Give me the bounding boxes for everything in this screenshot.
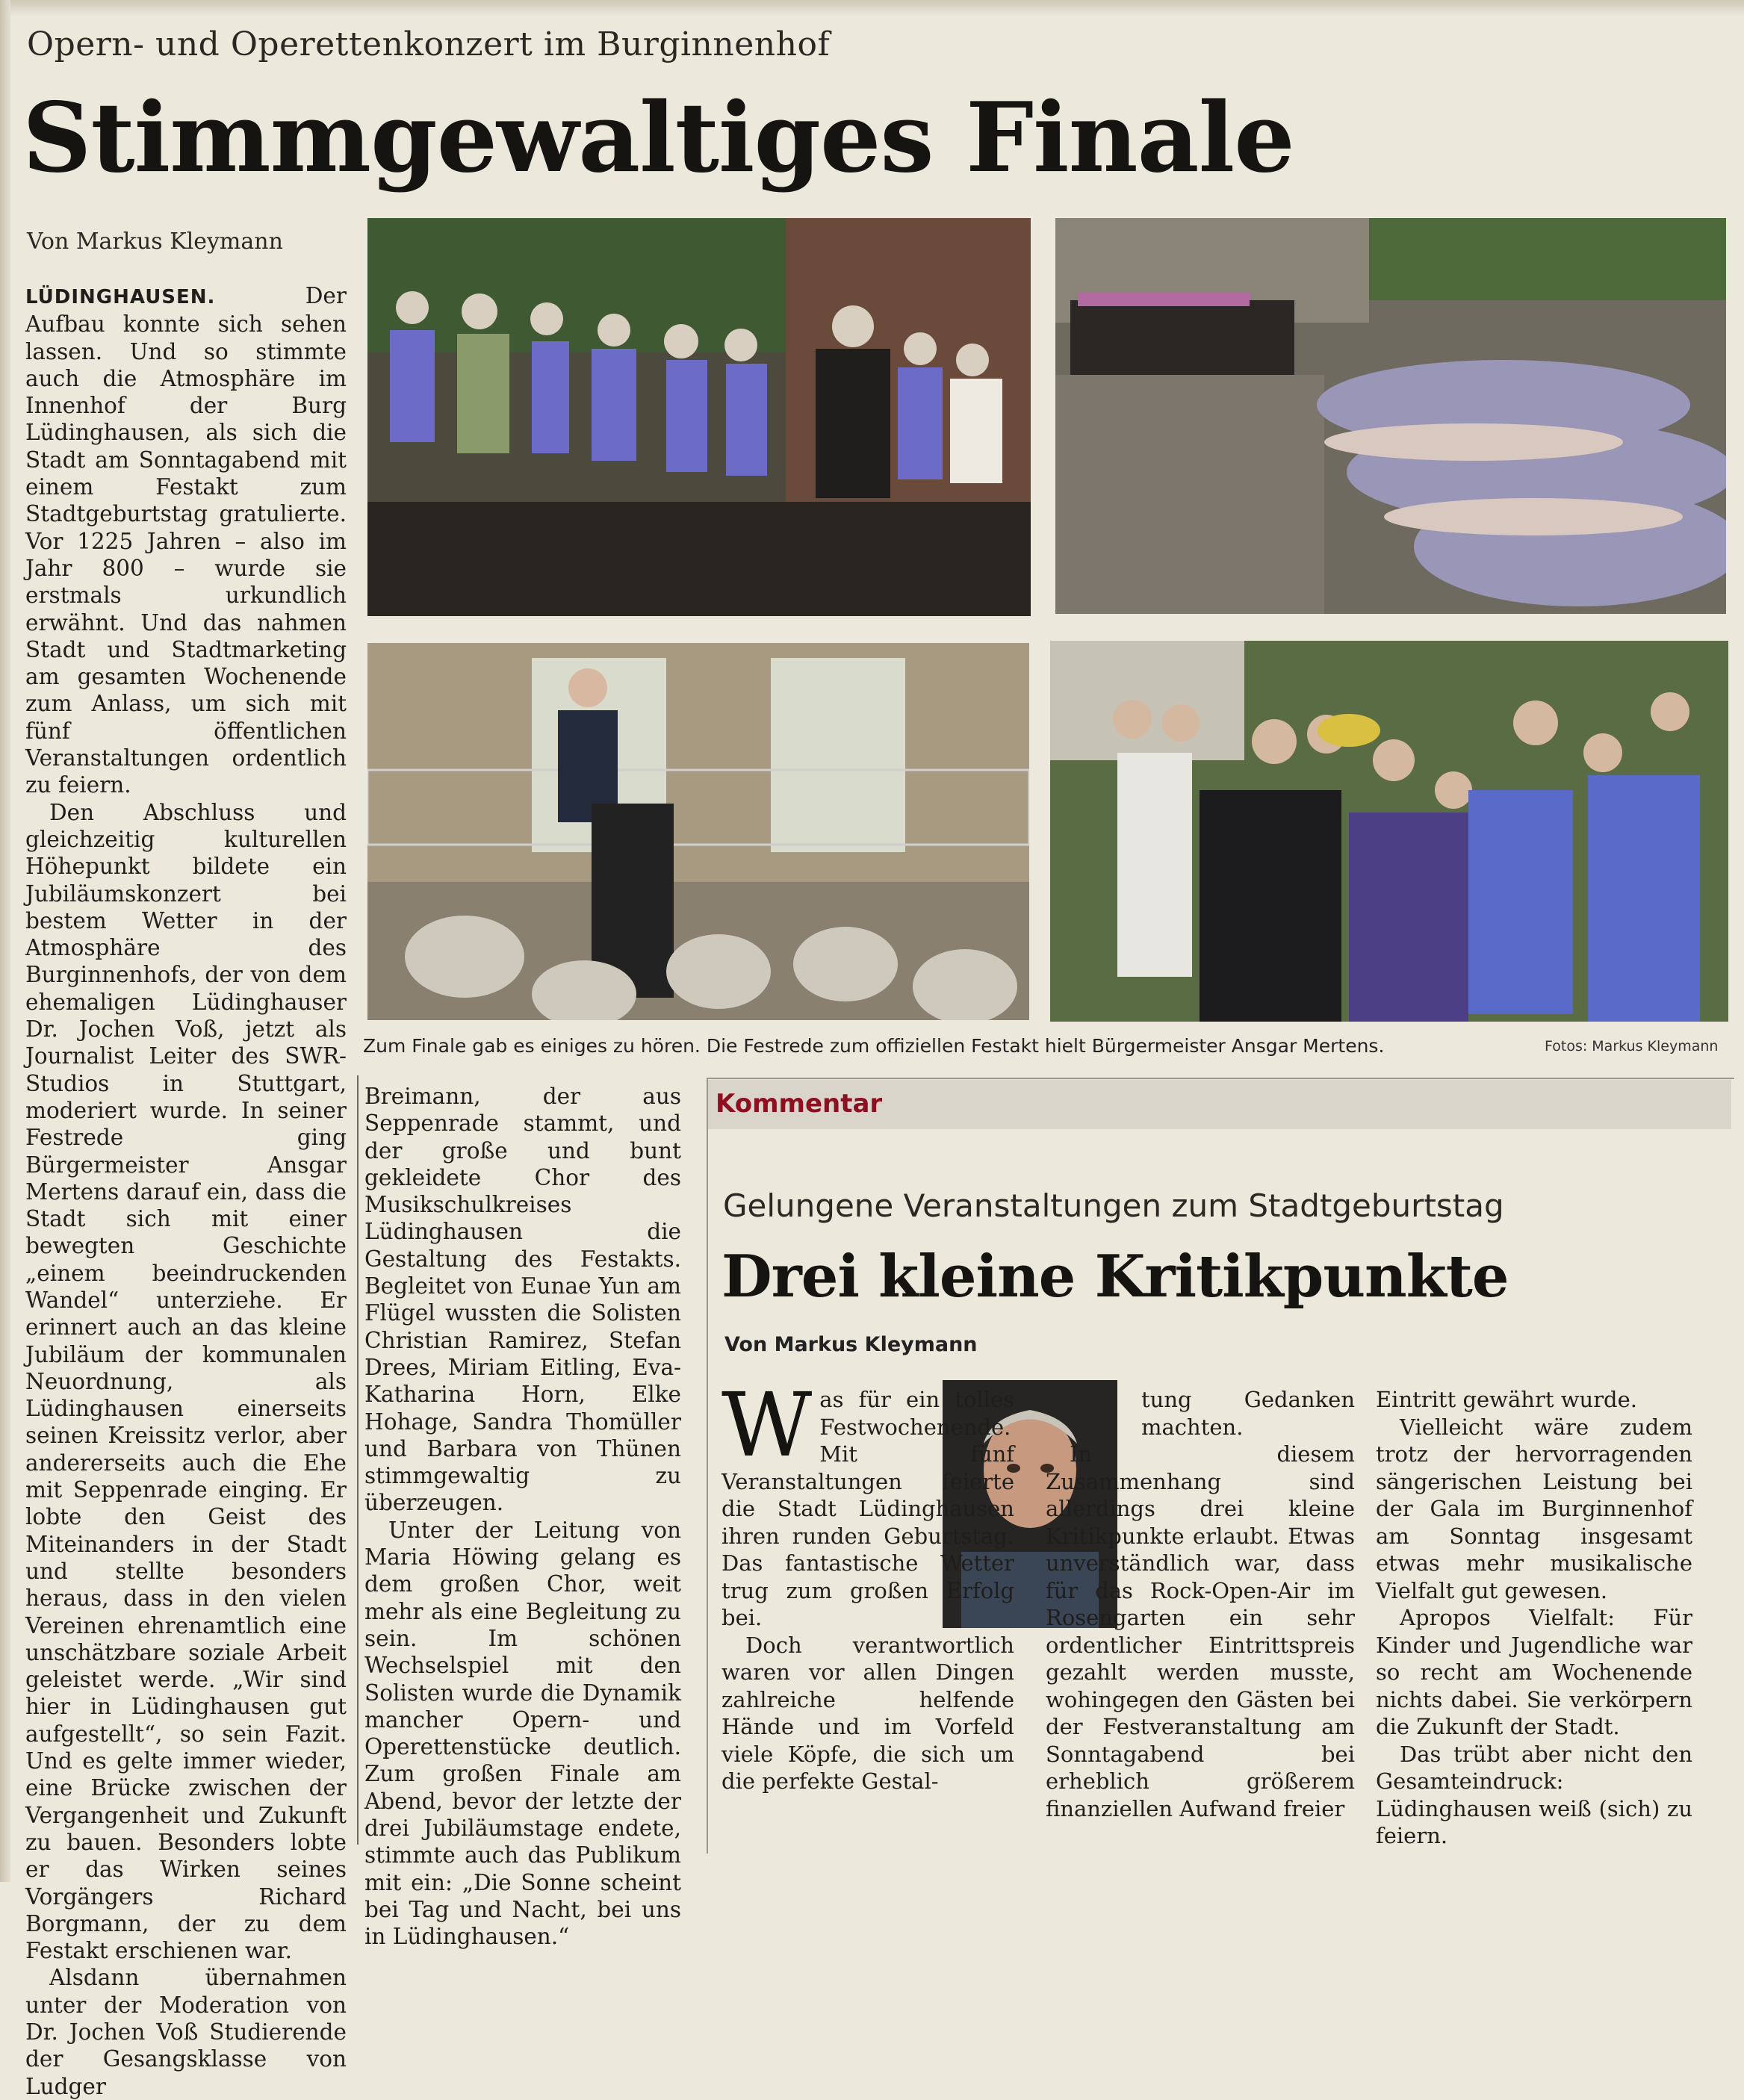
paragraph: Unter der Leitung von Maria Höwing gelang es dem großen Chor, weit mehr als eine Begleitung zu sein. Im schönen Wechselspiel mit den Solisten wurde die Dynamik mancher Opern- und Operettenstücke deutlich. Zum großen Finale am Abend, bevor der letzte der drei Jubiläumstage endete, stimmte auch das Publikum mit ein: „Die Sonne scheint bei Tag und Nacht, bei uns in Lüdinghausen.“ <box>364 1517 681 1950</box>
paragraph <box>722 1373 1014 1632</box>
paragraph: Den Abschluss und gleichzeitig kulturellen Höhepunkt bildete ein Jubiläumskonzert bei bestem Wetter in der Atmosphäre des Burginnenhofs, der von dem ehemaligen Lüdinghauser Dr. Jochen Voß, jetzt als Journalist Leiter des SWR-Studios in Stuttgart, moderiert wurde. In seiner Festrede ging Bürgermeister Ansgar Mertens darauf ein, dass die Stadt sich mit einer bewegten Geschichte „einem beeindruckenden Wandel“ unterziehe. Er erinnert auch an das kleine Jubiläum der kommunalen Neuordnung, als Lüdinghausen einerseits seinen Kreissitz verlor, aber andererseits auch die Ehe mit Seppenrade einging. Er lobte den Geist des Miteinanders in der Stadt und stellte besonders heraus, dass in den vielen Vereinen ehrenamtlich eine unschätzbare soziale Arbeit geleistet werde. „Wir sind hier in Lüdinghausen gut aufgestellt“, so sein Fazit. Und es gelte immer wieder, eine Brücke zwischen der Vergangenheit und Zukunft zu bauen. Besonders lobte er das Wirken seines Vorgängers Richard Borgmann, der zu dem Festakt erschienen war. <box>25 799 347 1964</box>
paragraph: Apropos Vielfalt: Für Kinder und Jugendliche war so recht am Wochenende nichts dabei. Sie verkörpern die Zukunft der Stadt. <box>1376 1605 1692 1739</box>
paragraph: Vielleicht wäre zudem trotz der hervorragenden sängerischen Leistung bei der Gala im Burginnenhof am Sonntag insgesamt etwas mehr musikalische Vielfalt gut gewesen. <box>1376 1414 1692 1603</box>
page-left-edge <box>0 0 10 1882</box>
kommentar-byline: Von Markus Kleymann <box>724 1333 978 1356</box>
kommentar-kicker: Gelungene Veranstaltungen zum Stadtgeburtstag <box>723 1187 1504 1224</box>
paragraph: In diesem Zusammenhang sind allerdings drei kleine Kritikpunkte erlaubt. Etwas unverständlich war, dass für das Rock-Open-Air im Rosengarten ein sehr ordentlicher Eintrittspreis gezahlt werden musste, wohingegen den Gästen bei der Festveranstaltung am Sonntagabend bei erheblich größerem finanziellen Aufwand freier <box>1046 1441 1355 1821</box>
article-headline: Stimmgewaltiges Finale <box>22 82 1294 194</box>
paragraph-text: Der Aufbau konnte sich sehen lassen. Und so stimmte auch die Atmosphäre im Innenhof der Burg Lüdinghausen, als sich die Stadt am Sonntagabend mit einem Festakt zum Stadtgeburtstag gratulierte. Vor 1225 Jahren – also im Jahr 800 – wurde sie erstmals urkundlich erwähnt. Und das nahmen Stadt und Stadtmarketing am gesamten Wochenende zum Anlass, um sich mit fünf öffentlichen Veranstaltungen ordentlich zu feiern. <box>25 283 347 798</box>
paragraph-text: as für ein tolles Festwochenende. Mit fünf Veranstaltungen feierte die Stadt Lüdinghausen ihren runden Geburtstag. Das fantastische Wetter trug zum großen Erfolg bei. <box>722 1387 1014 1630</box>
kommentar-column-2 <box>1046 1386 1355 1822</box>
kommentar-tag <box>708 1080 1731 1129</box>
kommentar-column-1 <box>722 1373 1014 1795</box>
paragraph: Alsdann übernahmen unter der Moderation von Dr. Jochen Voß Studierende der Gesangsklasse von Ludger <box>25 1965 347 2099</box>
paragraph: Das trübt aber nicht den Gesamteindruck: Lüdinghausen weiß (sich) zu feiern. <box>1376 1741 1692 1848</box>
article-byline: Von Markus Kleymann <box>27 229 283 255</box>
article-column-1 <box>25 282 347 2100</box>
paragraph <box>25 282 347 799</box>
kommentar-column-3 <box>1376 1386 1692 1850</box>
dateline: LÜDINGHAUSEN. <box>25 286 216 308</box>
paragraph: Eintritt gewährt wurde. <box>1376 1387 1637 1412</box>
kommentar-label: Kommentar <box>716 1089 883 1119</box>
paragraph: Doch verantwortlich waren vor allen Dingen zahlreiche helfende Hände und im Vorfeld viele Köpfe, die sich um die perfekte Gestal- <box>722 1632 1014 1794</box>
column-rule <box>357 1075 359 1845</box>
photo-caption: Zum Finale gab es einiges zu hören. Die Festrede zum offiziellen Festakt hielt Bürgermeister Ansgar Mertens. <box>363 1035 1385 1057</box>
article-column-2 <box>364 1083 681 1951</box>
kommentar-headline: Drei kleine Kritikpunkte <box>722 1243 1509 1311</box>
page-top-edge <box>0 0 1744 16</box>
photo-soloists-finale <box>1050 641 1728 1022</box>
photo-mayor-speech <box>367 643 1029 1020</box>
photo-credit: Fotos: Markus Kleymann <box>1545 1038 1719 1054</box>
article-kicker: Opern- und Operettenkonzert im Burginnenhof <box>27 25 831 63</box>
photo-choir-singers <box>367 218 1031 616</box>
paragraph: Breimann, der aus Seppenrade stammt, und der große und bunt gekleidete Chor des Musikschulkreises Lüdinghausen die Gestaltung des Festakts. Begleitet von Eunae Yun am Flügel wussten die Solisten Christian Ramirez, Stefan Drees, Miriam Eitling, Eva-Katharina Horn, Elke Hohage, Sandra Thomüller und Barbara von Thünen stimmgewaltig zu überzeugen. <box>364 1084 681 1516</box>
drop-cap: W <box>722 1373 813 1476</box>
paragraph: tung Gedanken machten. <box>1141 1387 1355 1440</box>
photo-audience-courtyard <box>1055 218 1726 614</box>
